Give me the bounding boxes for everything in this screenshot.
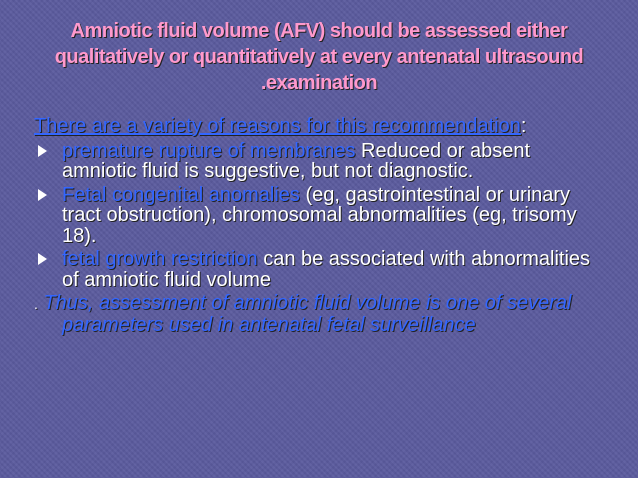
closing-text: Thus, assessment of amniotic fluid volume is one of several parameters used in antenatal fetal surveillance bbox=[37, 292, 572, 336]
closing-prefix: . bbox=[34, 296, 38, 312]
title-line-3: .examination bbox=[260, 72, 378, 94]
slide-title bbox=[30, 18, 608, 96]
bullet-item bbox=[34, 141, 600, 182]
intro-colon: : bbox=[520, 115, 527, 137]
title-line-1: Amniotic fluid volume (AFV) should be assessed either bbox=[70, 20, 568, 42]
bullet-item bbox=[34, 185, 600, 247]
bullet-item bbox=[34, 249, 600, 290]
bullet-text: Reduced or absent amniotic fluid is suggestive, but not diagnostic. bbox=[62, 139, 531, 182]
bullet-highlight: premature rupture of membranes bbox=[62, 139, 356, 162]
bullet-highlight: Fetal congenital anomalies bbox=[62, 183, 300, 206]
bullet-text: can be associated with abnormalities of amniotic fluid volume bbox=[62, 248, 591, 291]
bullet-arrow-icon bbox=[38, 189, 48, 200]
intro-text: There are a variety of reasons for this recommendation bbox=[34, 115, 521, 137]
bullet-arrow-icon bbox=[38, 253, 48, 264]
bullet-arrow-icon bbox=[38, 145, 48, 156]
title-line-2: qualitatively or quantitatively at every antenatal ultrasound bbox=[54, 46, 584, 68]
closing-paragraph bbox=[34, 293, 600, 335]
intro-paragraph bbox=[34, 116, 600, 137]
slide-body bbox=[34, 116, 600, 339]
bullet-highlight: fetal growth restriction bbox=[62, 248, 258, 270]
bullet-text: (eg, gastrointestinal or urinary tract obstruction), chromosomal abnormalities (eg, trisomy 18). bbox=[62, 183, 577, 247]
